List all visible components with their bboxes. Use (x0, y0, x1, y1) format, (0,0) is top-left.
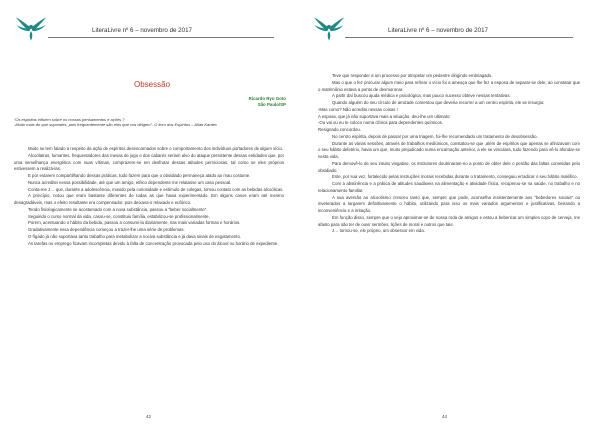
dialog-line: Resignado,concordou. (318, 127, 361, 132)
dialog-line: -Mas como? Não acredito nessas coisas ! (318, 106, 398, 112)
header-title: LiteraLivre nº 6 – novembro de 2017 (388, 27, 488, 34)
right-page (300, 0, 600, 424)
author-location: São Paulo/SP (257, 102, 286, 107)
header-title: LiteraLivre nº 6 – novembro de 2017 (92, 27, 192, 34)
epigraph-quote (14, 117, 284, 128)
article-title: Obsessão (134, 80, 171, 89)
page-number: 42 (146, 414, 152, 419)
paragraph: Seguindo o curso normal da vida, casou-se, constituiu família, estabilizou-se profissionalmente. (28, 213, 210, 219)
paragraph: Em função disso, sempre que o vejo aproximar-se de nossa roda de amigos e estou a bebericar um simples copo de cerveja, me afasto para não ter de ouvir sermões, lições de moral e outros que tais. (318, 214, 580, 227)
page-number: 44 (442, 414, 448, 419)
author-name: Ricardo Ryo Goto (248, 96, 286, 101)
author-block (249, 96, 286, 108)
paragraph: A princípio, notou que eram bastante diferentes de todas as que havia experimentado. Em alguns casos eram até mesmo desagradáveis, mas o efeito resultante era compensador, pois deixava-o relaxado e eufórico. (14, 193, 284, 205)
paragraph: Mas o que o fez procurar algum meio para refrear o vício foi a ameaça que lhe fez a esposa de separar-se dele, ao constatar que o matrimônio estava a ponto de desmoronar. (318, 79, 580, 92)
winged-emblem-icon (14, 9, 48, 43)
right-body-text (318, 73, 580, 235)
paragraph: Muito se tem falado a respeito da ação de espíritos desencarnados sobre o comportamento dos indivíduos portadores de algum vício. (28, 146, 284, 151)
paragraph: A partir daí buscou ajuda médica e psicológica, mas pouco sucesso obteve nessas tentativas. (332, 93, 511, 99)
quote-answer: -Muito mais do que supondes, pois frequentemente são eles que vos dirigem”- O livro dos Espíritos – Allan Kardec (14, 122, 218, 128)
paragraph: Este, por sua vez, fortalecido pelas instruções morais recebidas durante o tratamento, conseguiu erradicar o seu hábito maléfico. (332, 174, 578, 180)
paragraph: Alcoólatras, fumantes, frequentadores das mesas de jogo e dos cabarés seriam alvo do ataque persistente dessas entidades que, por uma semelhança energética com suas vítimas, comprazem-se em desfrutar dessas atitudes perniciosas, tal como se eles próprios estivessem a realizá-las. (14, 152, 284, 172)
paragraph: As tarefas no emprego ficavam incompletas devido à falta de concentração provocada pelo uso do álcool no horário de expediente. (28, 240, 279, 246)
paragraph: Para demovê-lo de seu intuito vingativo, os instrutores doutrinaram-no a ponto de obter dele o perdão das faltas cometidas pelo obsidiado. (318, 160, 580, 173)
page-header (0, 6, 300, 46)
paragraph: Nunca acreditei nessa possibilidade, até que um amigo, etílico dependente me relatasse um caso pessoal. (28, 179, 232, 185)
paragraph: Teve que responder a um processo por atropelar um pedestre dirigindo embriagado. (332, 73, 493, 78)
page-header (300, 6, 600, 46)
paragraph: Conta-me J… que, durante a adolescência, movido pela curiosidade e estímulo de colegas, tomou contato com as bebidas alcoólicas. (28, 186, 284, 192)
dialog-line: -Ou vai ou eu te coloco numa clínica para dependentes químicos. (318, 120, 443, 126)
winged-emblem-icon (312, 9, 346, 43)
paragraph: Gradativamente essa dependência começou a trazer-lhe uma série de problemas. (28, 227, 185, 232)
paragraph: Com a abstinência e a prática de atitudes saudáveis na alimentação e atividade física, recuperou-se na saúde, no trabalho e no relacionamento familiar. (318, 181, 580, 193)
paragraph: O fígado já não suportava tanto trabalho para metabolizar a nociva substância e já dava sinais de esgotamento. (28, 233, 242, 239)
left-body-text (14, 146, 284, 247)
paragraph: Quando alguém do seu círculo de amizade comentou que deveria recorrer a um centro espírita, ele se insurgiu: (332, 100, 545, 105)
paragraph: E por estarem compartilhando dessas práticas, tudo fazem para que o obsidiado permaneça atado ao mau costume. (28, 173, 251, 178)
paragraph: Durante as várias sessões, através de trabalhos mediúnicos, constatou-se que ,além de espíritos que apenas se afinizavam com o seu hábito deletério, havia um que, muito prejudicado numa encarnação anterior, a ele se vinculara, tudo fazendo para vê-lo afundar-se nesta vida. (318, 140, 580, 159)
paragraph: A sua aversão ao alcoolismo cresceu tanto que, sempre que pode, aconselha insistentemente aos “bebedores sociais” ou inveterados a largarem definitivamente o hábito, utilizando para isso os mais variados argumentos e justificativas, beirando a inconveniência e a irritação. (318, 194, 580, 213)
paragraph: Porém, acentuando o hábito da bebida, passou a consumi-la diariamente, nas mais variadas formas e horários. (28, 220, 241, 226)
paragraph: J… tornou-se, ele próprio, um obsessor em vida. (332, 228, 425, 234)
dialog-line: A esposa, que já não suportava mais a situação, deu-lhe um ultimato: (318, 113, 451, 119)
quote-question: “Os espíritos influem sobre os nossos pensamentos e ações ? (14, 117, 125, 122)
header-divider (345, 37, 573, 38)
header-divider (48, 37, 274, 38)
paragraph: No centro espírita, depois de passar por uma triagem, foi-lhe recomendado um tratamento de desobsessão. (332, 133, 538, 139)
paragraph: Tendo fisiologicamente se acostumado com a nova substância, passou a “beber socialmente”. (28, 206, 208, 212)
